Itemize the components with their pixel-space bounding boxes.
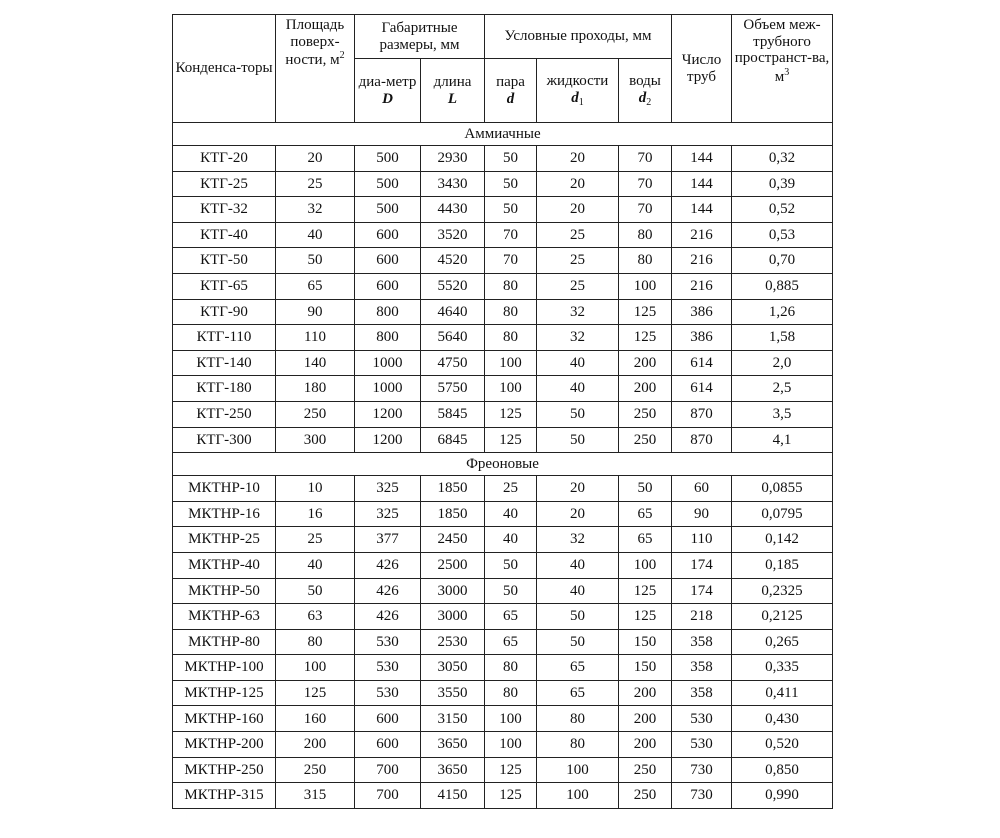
cell-steam: 50 [485, 171, 537, 197]
cell-length: 5640 [421, 325, 485, 351]
cell-water: 80 [619, 248, 672, 274]
table-row [173, 680, 833, 706]
header-volume-label: Объем меж-трубного пространст-ва, [734, 17, 830, 66]
header-steam [485, 59, 537, 123]
cell-steam: 70 [485, 222, 537, 248]
cell-steam: 125 [485, 401, 537, 427]
cell-model: МКТНР-63 [173, 604, 276, 630]
cell-area: 25 [276, 527, 355, 553]
cell-tubes: 614 [672, 350, 732, 376]
cell-volume: 2,0 [732, 350, 833, 376]
cell-model: КТГ-40 [173, 222, 276, 248]
cell-water: 100 [619, 273, 672, 299]
cell-length: 3520 [421, 222, 485, 248]
header-water [619, 59, 672, 123]
cell-model: МКТНР-250 [173, 757, 276, 783]
cell-steam: 65 [485, 629, 537, 655]
cell-diameter: 530 [355, 629, 421, 655]
cell-diameter: 600 [355, 732, 421, 758]
cell-area: 110 [276, 325, 355, 351]
cell-water: 250 [619, 427, 672, 453]
cell-area: 50 [276, 248, 355, 274]
cell-liquid: 20 [537, 197, 619, 223]
cell-liquid: 20 [537, 146, 619, 172]
cell-steam: 40 [485, 527, 537, 553]
cell-area: 50 [276, 578, 355, 604]
cell-volume: 1,58 [732, 325, 833, 351]
cell-steam: 50 [485, 578, 537, 604]
cell-water: 150 [619, 655, 672, 681]
cell-length: 5520 [421, 273, 485, 299]
cell-steam: 40 [485, 501, 537, 527]
section-heading-ammonia: Аммиачные [173, 123, 833, 146]
cell-volume: 0,335 [732, 655, 833, 681]
cell-steam: 125 [485, 757, 537, 783]
cell-tubes: 216 [672, 273, 732, 299]
cell-volume: 0,39 [732, 171, 833, 197]
cell-model: КТГ-20 [173, 146, 276, 172]
cell-water: 65 [619, 501, 672, 527]
cell-diameter: 800 [355, 299, 421, 325]
section-freon [173, 453, 833, 476]
cell-length: 4640 [421, 299, 485, 325]
cell-liquid: 32 [537, 527, 619, 553]
cell-area: 10 [276, 476, 355, 502]
cell-volume: 0,990 [732, 783, 833, 809]
cell-area: 32 [276, 197, 355, 223]
cell-volume: 0,52 [732, 197, 833, 223]
cell-tubes: 174 [672, 578, 732, 604]
table-row [173, 527, 833, 553]
table-row [173, 273, 833, 299]
cell-model: МКТНР-125 [173, 680, 276, 706]
cell-liquid: 40 [537, 578, 619, 604]
header-steam-label: пара [496, 74, 525, 90]
cell-liquid: 100 [537, 757, 619, 783]
cell-model: МКТНР-80 [173, 629, 276, 655]
table-row [173, 248, 833, 274]
cell-length: 3550 [421, 680, 485, 706]
table-row [173, 604, 833, 630]
table-row [173, 783, 833, 809]
cell-steam: 125 [485, 783, 537, 809]
cell-diameter: 1200 [355, 401, 421, 427]
cell-tubes: 144 [672, 146, 732, 172]
cell-volume: 0,53 [732, 222, 833, 248]
cell-diameter: 700 [355, 783, 421, 809]
cell-area: 315 [276, 783, 355, 809]
cell-length: 3650 [421, 732, 485, 758]
cell-length: 2500 [421, 552, 485, 578]
table-row [173, 655, 833, 681]
cell-length: 4750 [421, 350, 485, 376]
cell-liquid: 20 [537, 171, 619, 197]
cell-tubes: 358 [672, 629, 732, 655]
cell-water: 100 [619, 552, 672, 578]
cell-model: КТГ-65 [173, 273, 276, 299]
cell-model: КТГ-32 [173, 197, 276, 223]
cell-liquid: 50 [537, 427, 619, 453]
cell-steam: 80 [485, 325, 537, 351]
cell-water: 200 [619, 706, 672, 732]
cell-length: 2450 [421, 527, 485, 553]
cell-water: 50 [619, 476, 672, 502]
header-tubes-label: Число труб [681, 52, 722, 85]
cell-diameter: 800 [355, 325, 421, 351]
cell-liquid: 32 [537, 299, 619, 325]
cell-water: 250 [619, 783, 672, 809]
header-volume-unit: м [774, 68, 785, 85]
cell-model: МКТНР-160 [173, 706, 276, 732]
cell-volume: 0,2125 [732, 604, 833, 630]
cell-area: 100 [276, 655, 355, 681]
cell-water: 80 [619, 222, 672, 248]
cell-steam: 50 [485, 552, 537, 578]
cell-tubes: 144 [672, 171, 732, 197]
cell-steam: 100 [485, 706, 537, 732]
cell-tubes: 870 [672, 427, 732, 453]
cell-water: 125 [619, 578, 672, 604]
cell-steam: 125 [485, 427, 537, 453]
cell-tubes: 90 [672, 501, 732, 527]
cell-liquid: 40 [537, 350, 619, 376]
header-area [276, 15, 355, 123]
cell-area: 63 [276, 604, 355, 630]
cell-diameter: 600 [355, 706, 421, 732]
header-water-sub: 2 [646, 96, 652, 108]
header-length [421, 59, 485, 123]
cell-diameter: 1000 [355, 350, 421, 376]
header-passages-label: Условные проходы, мм [504, 28, 652, 45]
cell-tubes: 144 [672, 197, 732, 223]
cell-liquid: 100 [537, 783, 619, 809]
cell-water: 200 [619, 732, 672, 758]
cell-volume: 0,520 [732, 732, 833, 758]
cell-diameter: 700 [355, 757, 421, 783]
cell-tubes: 216 [672, 248, 732, 274]
header-tubes [672, 15, 732, 123]
cell-tubes: 358 [672, 680, 732, 706]
cell-liquid: 50 [537, 629, 619, 655]
cell-liquid: 32 [537, 325, 619, 351]
header-water-label: воды [629, 73, 661, 90]
cell-tubes: 730 [672, 783, 732, 809]
cell-model: МКТНР-40 [173, 552, 276, 578]
header-liquid-sub: 1 [578, 96, 584, 108]
cell-liquid: 80 [537, 732, 619, 758]
cell-liquid: 20 [537, 476, 619, 502]
cell-length: 3430 [421, 171, 485, 197]
cell-model: КТГ-250 [173, 401, 276, 427]
table-row [173, 629, 833, 655]
cell-length: 3650 [421, 757, 485, 783]
cell-diameter: 500 [355, 171, 421, 197]
header-dimensions-group [355, 15, 485, 59]
cell-liquid: 20 [537, 501, 619, 527]
header-passages-group [485, 15, 672, 59]
cell-volume: 0,850 [732, 757, 833, 783]
cell-area: 160 [276, 706, 355, 732]
header-diameter [355, 59, 421, 123]
table-row [173, 171, 833, 197]
cell-volume: 0,2325 [732, 578, 833, 604]
cell-length: 5750 [421, 376, 485, 402]
table-header [173, 15, 833, 123]
cell-steam: 100 [485, 350, 537, 376]
header-dimensions-label: Габаритные размеры, мм [379, 20, 460, 53]
cell-area: 25 [276, 171, 355, 197]
table-row [173, 578, 833, 604]
cell-area: 125 [276, 680, 355, 706]
cell-area: 300 [276, 427, 355, 453]
section-ammonia [173, 123, 833, 146]
ammonia-rows [173, 146, 833, 453]
header-area-unit: м [330, 52, 340, 68]
table-row [173, 401, 833, 427]
cell-water: 200 [619, 680, 672, 706]
header-diameter-symbol: D [382, 90, 393, 107]
cell-length: 3150 [421, 706, 485, 732]
table-row [173, 197, 833, 223]
cell-water: 150 [619, 629, 672, 655]
header-length-label: длина [433, 74, 472, 90]
table-row [173, 299, 833, 325]
table-row [173, 732, 833, 758]
cell-model: КТГ-25 [173, 171, 276, 197]
cell-diameter: 325 [355, 501, 421, 527]
cell-length: 4150 [421, 783, 485, 809]
cell-steam: 80 [485, 299, 537, 325]
cell-steam: 100 [485, 732, 537, 758]
cell-liquid: 65 [537, 680, 619, 706]
cell-tubes: 730 [672, 757, 732, 783]
cell-area: 250 [276, 757, 355, 783]
cell-area: 180 [276, 376, 355, 402]
cell-volume: 4,1 [732, 427, 833, 453]
cell-length: 2930 [421, 146, 485, 172]
cell-water: 70 [619, 197, 672, 223]
table-row [173, 427, 833, 453]
cell-liquid: 80 [537, 706, 619, 732]
cell-model: КТГ-300 [173, 427, 276, 453]
header-length-symbol: L [447, 90, 458, 107]
header-condensers-label: Конденса-торы [175, 60, 273, 77]
table-row [173, 757, 833, 783]
cell-model: КТГ-110 [173, 325, 276, 351]
cell-tubes: 386 [672, 299, 732, 325]
cell-diameter: 426 [355, 552, 421, 578]
cell-area: 40 [276, 222, 355, 248]
cell-tubes: 870 [672, 401, 732, 427]
cell-steam: 50 [485, 146, 537, 172]
header-condensers [173, 15, 276, 123]
cell-volume: 0,430 [732, 706, 833, 732]
cell-steam: 65 [485, 604, 537, 630]
cell-tubes: 174 [672, 552, 732, 578]
header-diameter-label: диа-метр [358, 74, 417, 90]
cell-length: 4430 [421, 197, 485, 223]
cell-diameter: 530 [355, 655, 421, 681]
cell-area: 40 [276, 552, 355, 578]
cell-model: КТГ-180 [173, 376, 276, 402]
cell-water: 250 [619, 401, 672, 427]
cell-diameter: 600 [355, 248, 421, 274]
cell-volume: 0,411 [732, 680, 833, 706]
cell-volume: 0,885 [732, 273, 833, 299]
cell-liquid: 25 [537, 273, 619, 299]
cell-volume: 0,0795 [732, 501, 833, 527]
cell-tubes: 110 [672, 527, 732, 553]
header-steam-symbol: d [506, 90, 515, 107]
cell-water: 125 [619, 325, 672, 351]
cell-steam: 80 [485, 680, 537, 706]
cell-volume: 0,142 [732, 527, 833, 553]
cell-model: КТГ-50 [173, 248, 276, 274]
cell-tubes: 218 [672, 604, 732, 630]
cell-area: 80 [276, 629, 355, 655]
table-row [173, 476, 833, 502]
cell-steam: 70 [485, 248, 537, 274]
cell-model: МКТНР-50 [173, 578, 276, 604]
table-row [173, 706, 833, 732]
cell-water: 125 [619, 604, 672, 630]
cell-model: МКТНР-10 [173, 476, 276, 502]
cell-model: МКТНР-200 [173, 732, 276, 758]
cell-diameter: 500 [355, 197, 421, 223]
cell-steam: 100 [485, 376, 537, 402]
cell-water: 200 [619, 376, 672, 402]
table-row [173, 325, 833, 351]
cell-length: 1850 [421, 476, 485, 502]
cell-model: КТГ-140 [173, 350, 276, 376]
cell-model: МКТНР-315 [173, 783, 276, 809]
cell-volume: 0,32 [732, 146, 833, 172]
cell-model: МКТНР-100 [173, 655, 276, 681]
cell-area: 90 [276, 299, 355, 325]
cell-tubes: 530 [672, 732, 732, 758]
cell-liquid: 50 [537, 401, 619, 427]
cell-tubes: 386 [672, 325, 732, 351]
cell-length: 5845 [421, 401, 485, 427]
table-row [173, 501, 833, 527]
cell-liquid: 25 [537, 248, 619, 274]
cell-steam: 50 [485, 197, 537, 223]
cell-volume: 2,5 [732, 376, 833, 402]
condenser-table-container [172, 14, 833, 809]
cell-volume: 0,70 [732, 248, 833, 274]
cell-diameter: 500 [355, 146, 421, 172]
cell-model: МКТНР-16 [173, 501, 276, 527]
cell-length: 2530 [421, 629, 485, 655]
header-volume-unit-sup: 3 [784, 66, 790, 78]
cell-volume: 0,265 [732, 629, 833, 655]
cell-tubes: 60 [672, 476, 732, 502]
cell-diameter: 600 [355, 222, 421, 248]
header-area-unit-sup: 2 [339, 50, 345, 61]
cell-steam: 25 [485, 476, 537, 502]
header-liquid-symbol: d [571, 89, 579, 106]
header-area-label: Площадь поверх-ности, [285, 17, 345, 68]
cell-model: КТГ-90 [173, 299, 276, 325]
cell-diameter: 426 [355, 578, 421, 604]
freon-rows [173, 476, 833, 809]
table-row [173, 222, 833, 248]
cell-diameter: 325 [355, 476, 421, 502]
cell-liquid: 25 [537, 222, 619, 248]
cell-volume: 0,185 [732, 552, 833, 578]
cell-model: МКТНР-25 [173, 527, 276, 553]
cell-tubes: 530 [672, 706, 732, 732]
cell-area: 65 [276, 273, 355, 299]
table-row [173, 146, 833, 172]
cell-tubes: 614 [672, 376, 732, 402]
header-water-symbol: d [638, 89, 647, 106]
cell-length: 3000 [421, 578, 485, 604]
cell-diameter: 1000 [355, 376, 421, 402]
table-row [173, 350, 833, 376]
cell-tubes: 216 [672, 222, 732, 248]
header-liquid [537, 59, 619, 123]
cell-diameter: 530 [355, 680, 421, 706]
cell-liquid: 40 [537, 376, 619, 402]
cell-tubes: 358 [672, 655, 732, 681]
cell-steam: 80 [485, 273, 537, 299]
table-row [173, 552, 833, 578]
cell-volume: 1,26 [732, 299, 833, 325]
cell-liquid: 65 [537, 655, 619, 681]
section-heading-freon: Фреоновые [173, 453, 833, 476]
cell-length: 3050 [421, 655, 485, 681]
cell-area: 20 [276, 146, 355, 172]
cell-length: 1850 [421, 501, 485, 527]
cell-liquid: 40 [537, 552, 619, 578]
cell-volume: 0,0855 [732, 476, 833, 502]
cell-water: 70 [619, 146, 672, 172]
cell-diameter: 377 [355, 527, 421, 553]
cell-length: 6845 [421, 427, 485, 453]
condenser-specs-table [172, 14, 833, 809]
cell-area: 200 [276, 732, 355, 758]
cell-length: 3000 [421, 604, 485, 630]
cell-area: 16 [276, 501, 355, 527]
cell-volume: 3,5 [732, 401, 833, 427]
cell-diameter: 426 [355, 604, 421, 630]
cell-water: 70 [619, 171, 672, 197]
cell-diameter: 600 [355, 273, 421, 299]
cell-area: 250 [276, 401, 355, 427]
header-liquid-label: жидкости [546, 73, 609, 90]
header-volume [732, 15, 833, 123]
cell-water: 125 [619, 299, 672, 325]
table-row [173, 376, 833, 402]
cell-liquid: 50 [537, 604, 619, 630]
cell-steam: 80 [485, 655, 537, 681]
cell-diameter: 1200 [355, 427, 421, 453]
cell-area: 140 [276, 350, 355, 376]
cell-length: 4520 [421, 248, 485, 274]
cell-water: 200 [619, 350, 672, 376]
cell-water: 250 [619, 757, 672, 783]
cell-water: 65 [619, 527, 672, 553]
